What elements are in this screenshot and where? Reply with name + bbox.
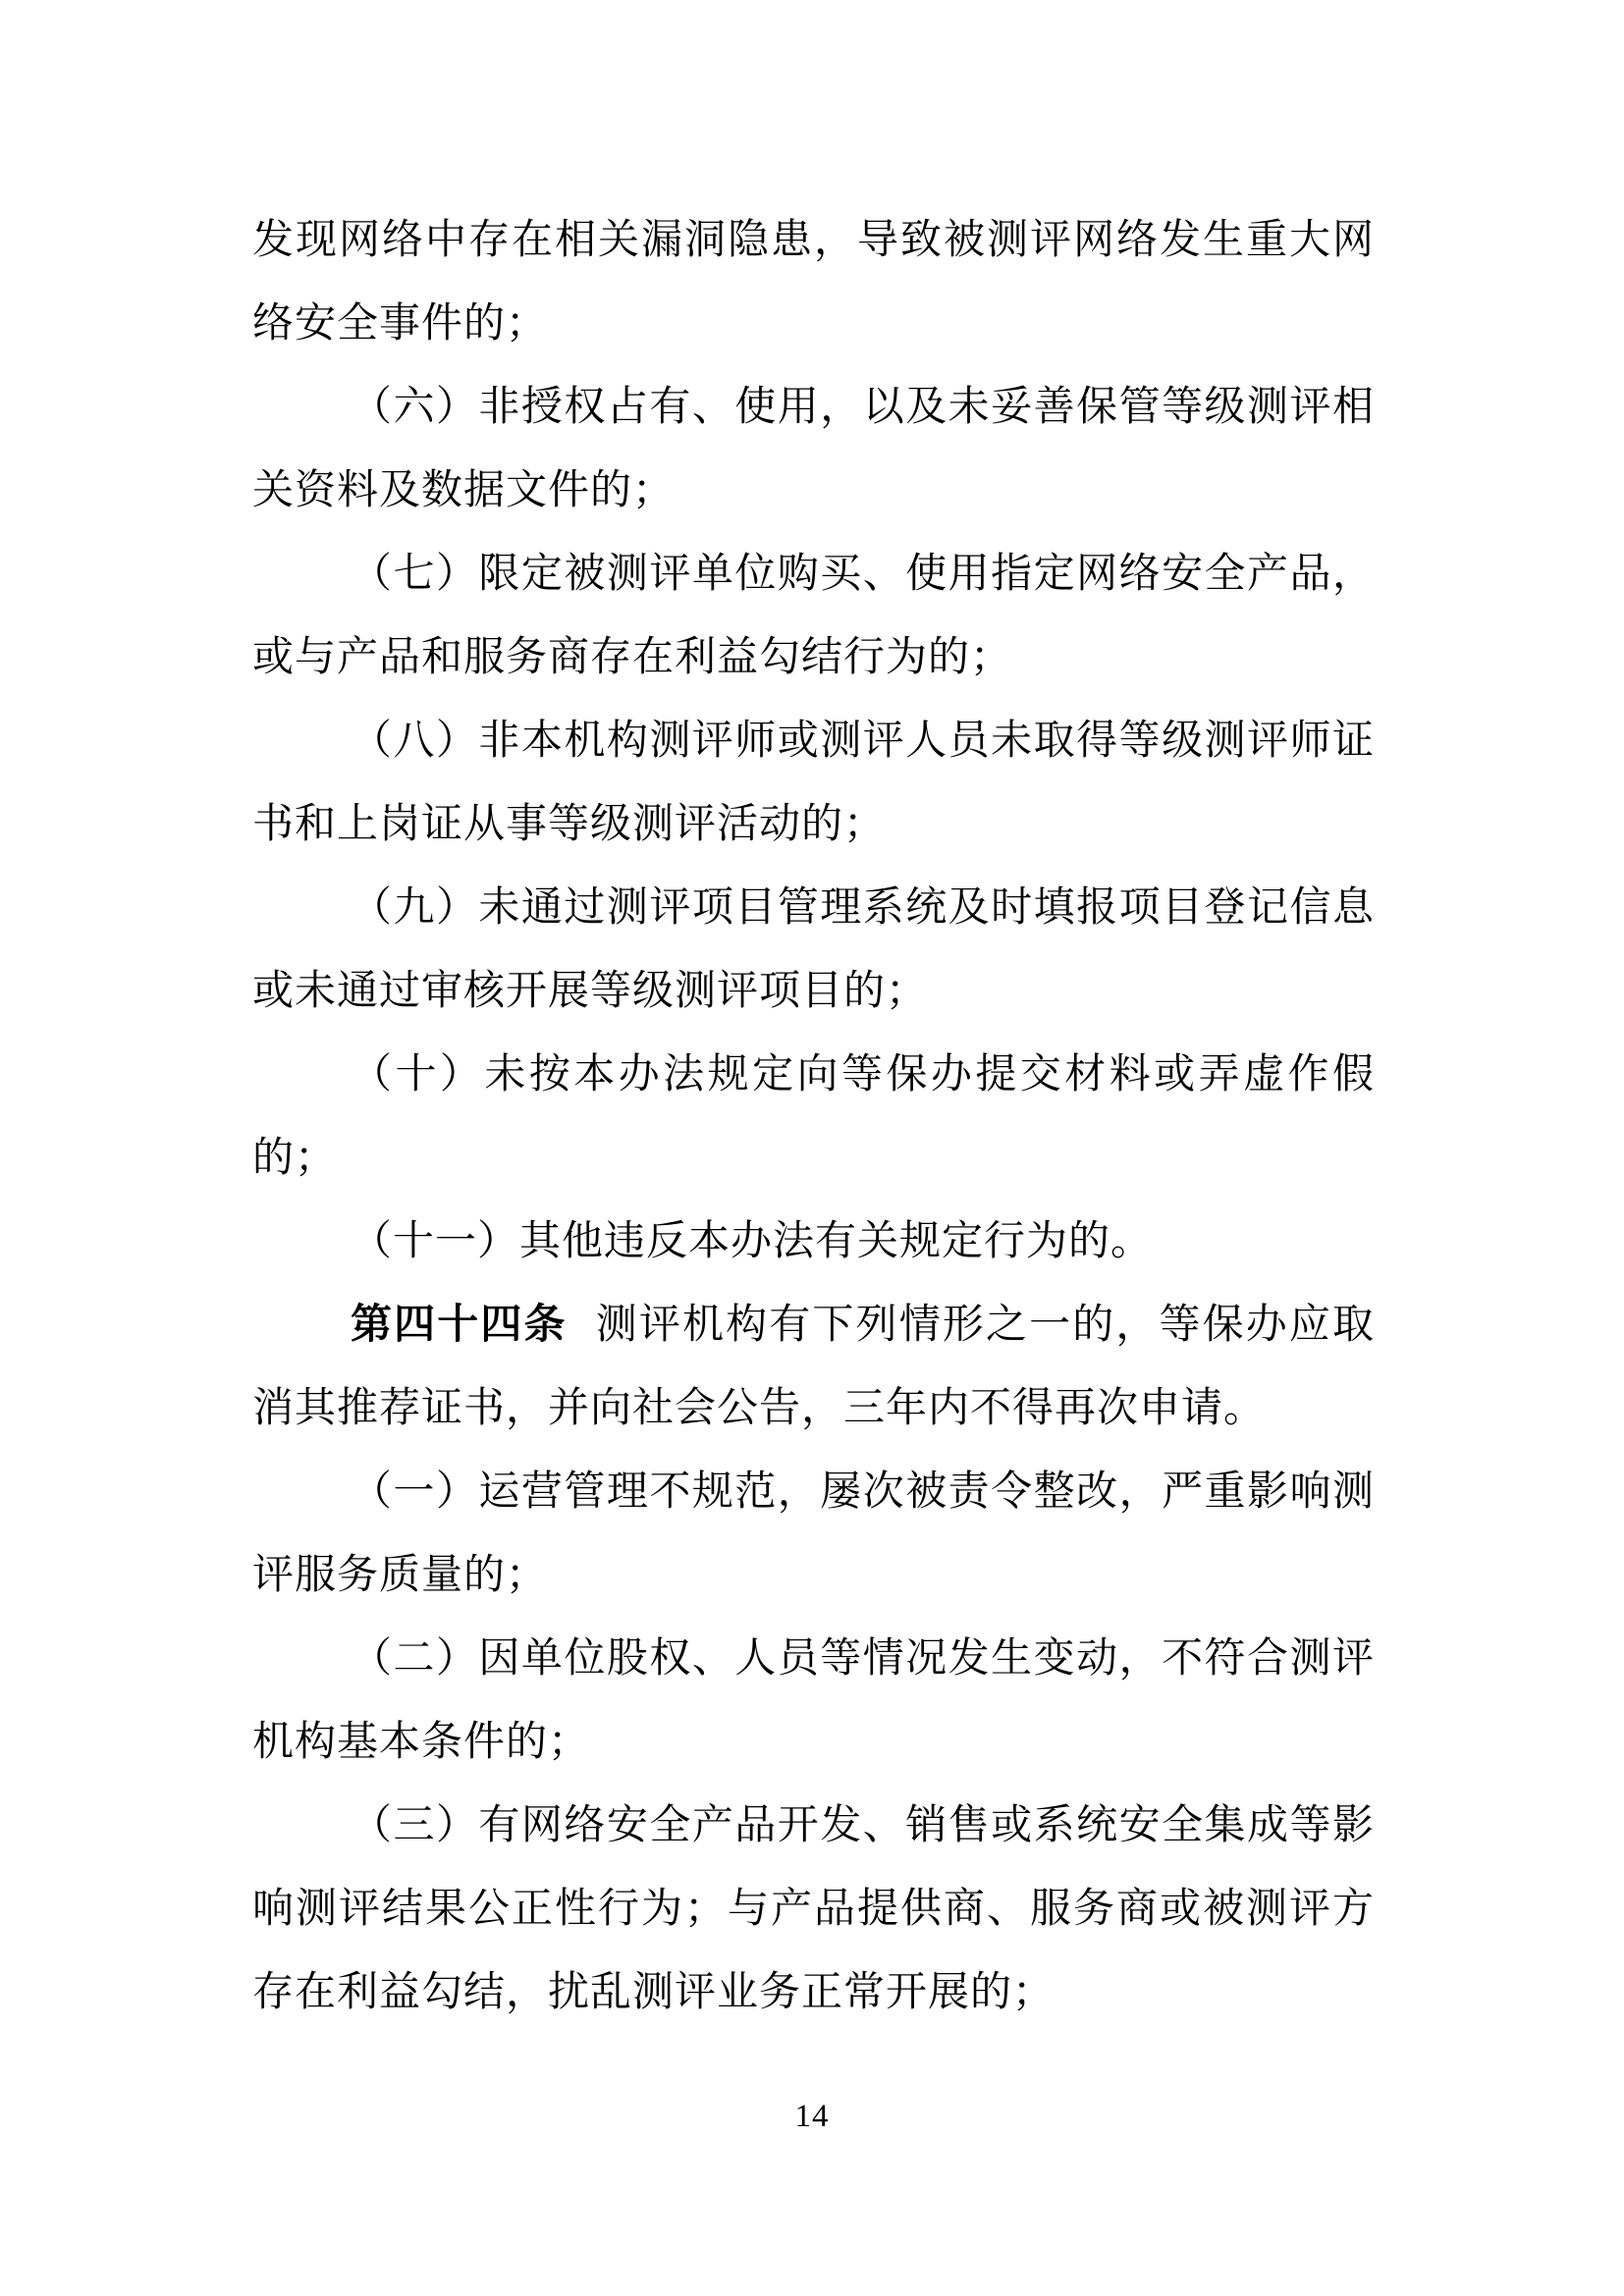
- text-line: 机构基本条件的；: [252, 1720, 591, 1765]
- text-line: （三）有网络安全产品开发、销售或系统安全集成等影: [351, 1803, 1375, 1848]
- text-line: （十）未按本办法规定向等保办提交材料或弄虚作假: [351, 1052, 1375, 1097]
- text-line-article-heading: [252, 1284, 1375, 1367]
- text-line: 关资料及数据文件的；: [252, 468, 676, 513]
- text-line: （七）限定被测评单位购买、使用指定网络安全产品，: [351, 552, 1375, 597]
- text-line: 或与产品和服务商存在利益勾结行为的；: [252, 635, 1013, 680]
- text-line: 发现网络中存在相关漏洞隐患，导致被测评网络发生重大网: [252, 218, 1375, 263]
- text-line: 响测评结果公正性行为；与产品提供商、服务商或被测评方: [252, 1887, 1375, 1932]
- document-body: [252, 199, 1375, 2035]
- text-line: （九）未通过测评项目管理系统及时填报项目登记信息: [351, 885, 1375, 931]
- text-line: （六）非授权占有、使用，以及未妥善保管等级测评相: [351, 385, 1375, 430]
- text-line: 或未通过审核开展等级测评项目的；: [252, 969, 929, 1014]
- text-line: 络安全事件的；: [252, 301, 549, 347]
- text-line: （二）因单位股权、人员等情况发生变动，不符合测评: [351, 1636, 1375, 1682]
- text-line: 评服务质量的；: [252, 1553, 549, 1598]
- page-number: 14: [794, 2099, 830, 2134]
- text-line: 消其推荐证书，并向社会公告，三年内不得再次申请。: [252, 1386, 1267, 1431]
- article-text: 测评机构有下列情形之一的，等保办应取: [594, 1303, 1375, 1348]
- text-line: （十一）其他违反本办法有关规定行为的。: [351, 1219, 1154, 1264]
- text-line: （八）非本机构测评师或测评人员未取得等级测评师证: [351, 719, 1375, 764]
- article-number: 第四十四条: [351, 1303, 568, 1348]
- text-line: （一）运营管理不规范，屡次被责令整改，严重影响测: [351, 1469, 1375, 1515]
- text-line: 书和上岗证从事等级测评活动的；: [252, 802, 887, 847]
- text-line: 存在利益勾结，扰乱测评业务正常开展的；: [252, 1970, 1056, 2015]
- text-line: 的；: [252, 1136, 338, 1181]
